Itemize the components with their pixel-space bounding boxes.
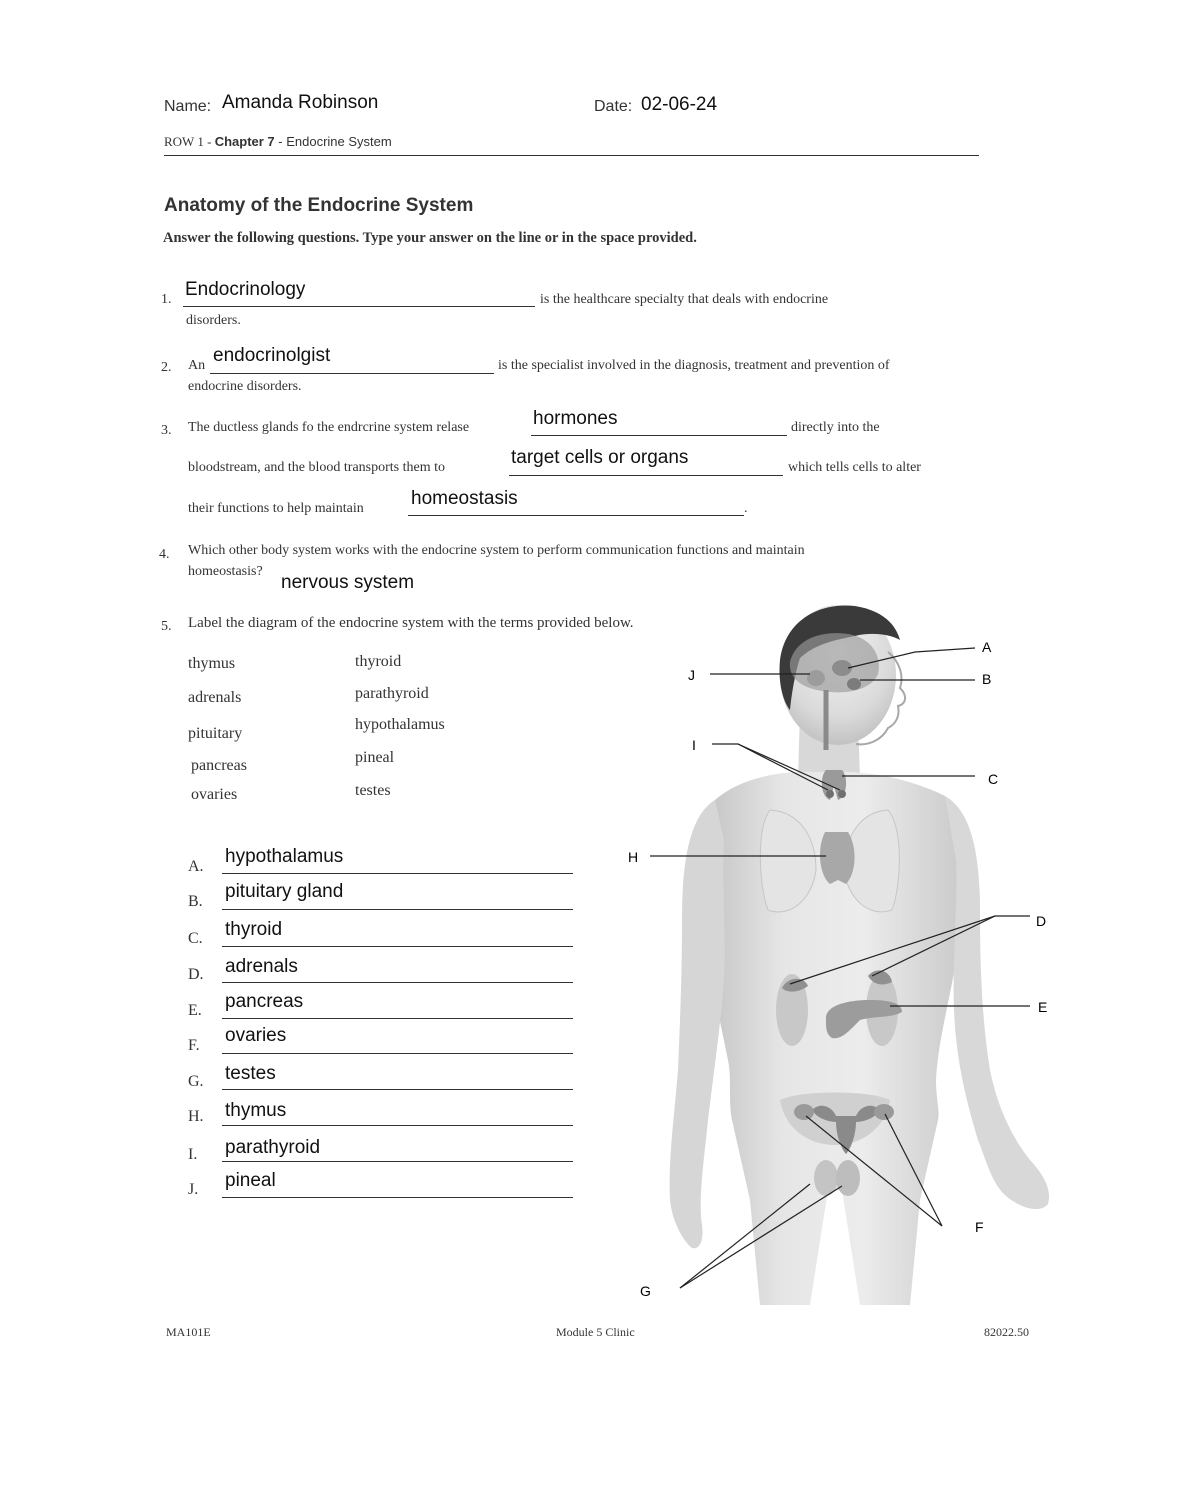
- thymus-gland: [820, 832, 855, 884]
- term-right-4: pineal: [355, 749, 395, 766]
- answer-line-h: [222, 1125, 573, 1126]
- answer-line-b: [222, 909, 573, 910]
- term-right-5: testes: [355, 782, 391, 799]
- answer-value-h[interactable]: thymus: [225, 1100, 287, 1121]
- name-value[interactable]: Amanda Robinson: [222, 92, 379, 113]
- term-right-3: hypothalamus: [355, 716, 445, 733]
- q2-answer[interactable]: endocrinolgist: [213, 345, 331, 366]
- answer-letter-c: C.: [188, 930, 203, 947]
- q1-text: is the healthcare specialty that deals with endocrine: [540, 292, 829, 307]
- diagram-label-c: C: [988, 771, 999, 787]
- footer-left: MA101E: [166, 1325, 211, 1339]
- q3-answer1[interactable]: hormones: [533, 408, 618, 429]
- q2-text-cont: endocrine disorders.: [188, 379, 302, 394]
- q4-text1: Which other body system works with the endocrine system to perform communication functions and maintain: [188, 543, 805, 558]
- answer-letter-d: D.: [188, 966, 204, 983]
- diagram-label-f: F: [975, 1219, 984, 1235]
- answer-value-g[interactable]: testes: [225, 1063, 276, 1084]
- chapter-topic: - Endocrine System: [274, 134, 392, 149]
- answer-line-e: [222, 1018, 573, 1019]
- footer-right: 82022.50: [984, 1325, 1029, 1339]
- answer-line-i: [222, 1161, 573, 1162]
- body-silhouette: [670, 605, 1049, 1305]
- chapter-number: Chapter 7: [214, 134, 275, 149]
- answer-value-c[interactable]: thyroid: [225, 919, 283, 940]
- q2-number: 2.: [161, 360, 172, 375]
- term-left-4: pancreas: [191, 757, 247, 774]
- term-left-2: adrenals: [188, 689, 242, 706]
- answer-letter-g: G.: [188, 1073, 204, 1090]
- header-divider: [164, 155, 979, 156]
- answer-value-j[interactable]: pineal: [225, 1170, 276, 1191]
- q5-text: Label the diagram of the endocrine system with the terms provided below.: [188, 615, 634, 631]
- q5-number: 5.: [161, 619, 172, 634]
- q3-text1: The ductless glands fo the endrcrine system relase: [188, 420, 470, 435]
- q3-answer2[interactable]: target cells or organs: [511, 447, 689, 468]
- answer-value-b[interactable]: pituitary gland: [225, 881, 344, 902]
- pituitary-gland: [847, 678, 861, 690]
- q3-answer1-line: [531, 435, 787, 436]
- date-label: Date:: [594, 98, 633, 115]
- q3-text5: their functions to help maintain: [188, 501, 364, 516]
- q1-text-cont: disorders.: [186, 313, 241, 328]
- q1-answer[interactable]: Endocrinology: [185, 279, 306, 300]
- name-label: Name:: [164, 98, 212, 115]
- footer-center: Module 5 Clinic: [556, 1325, 635, 1339]
- q2-text-before: An: [188, 358, 206, 373]
- diagram-label-e: E: [1038, 999, 1048, 1015]
- answer-line-g: [222, 1089, 573, 1090]
- answer-value-a[interactable]: hypothalamus: [225, 846, 344, 867]
- answer-letter-b: B.: [188, 893, 203, 910]
- q1-number: 1.: [161, 292, 172, 307]
- answer-letter-e: E.: [188, 1002, 202, 1019]
- diagram-label-j: J: [688, 667, 695, 683]
- answer-value-f[interactable]: ovaries: [225, 1025, 287, 1046]
- answer-line-c: [222, 946, 573, 947]
- endocrine-diagram: [620, 600, 1060, 1315]
- answer-line-f: [222, 1053, 573, 1054]
- q3-answer3[interactable]: homeostasis: [411, 488, 518, 509]
- pineal-gland: [807, 670, 825, 686]
- q3-answer2-line: [509, 475, 783, 476]
- term-left-3: pituitary: [188, 725, 243, 742]
- answer-line-j: [222, 1197, 573, 1198]
- q3-text3: bloodstream, and the blood transports them to: [188, 460, 446, 475]
- term-left-5: ovaries: [191, 786, 238, 803]
- q3-number: 3.: [161, 423, 172, 438]
- q4-number: 4.: [159, 547, 170, 562]
- diagram-label-a: A: [982, 639, 992, 655]
- answer-value-e[interactable]: pancreas: [225, 991, 304, 1012]
- answer-letter-i: I.: [188, 1146, 198, 1163]
- q3-text4: which tells cells to alter: [788, 460, 921, 475]
- term-left-1: thymus: [188, 655, 236, 672]
- term-right-1: thyroid: [355, 653, 402, 670]
- answer-letter-h: H.: [188, 1108, 204, 1125]
- answer-letter-a: A.: [188, 858, 204, 875]
- q4-answer[interactable]: nervous system: [281, 572, 415, 593]
- q3-text2: directly into the: [791, 420, 880, 435]
- answer-value-d[interactable]: adrenals: [225, 956, 298, 977]
- ovary-left: [794, 1104, 814, 1120]
- answer-line-d: [222, 982, 573, 983]
- q4-text2: homeostasis?: [188, 564, 263, 579]
- answer-letter-j: J.: [188, 1181, 199, 1198]
- diagram-label-g: G: [640, 1283, 651, 1299]
- date-value[interactable]: 02-06-24: [641, 94, 718, 115]
- parathyroid-left: [826, 790, 834, 798]
- answer-line-a: [222, 873, 573, 874]
- testis-right: [836, 1160, 860, 1196]
- q2-text: is the specialist involved in the diagnosis, treatment and prevention of: [498, 358, 890, 373]
- instructions: Answer the following questions. Type your answer on the line or in the space provided.: [163, 230, 697, 246]
- q2-answer-line: [210, 373, 494, 374]
- row-prefix: ROW 1 -: [164, 134, 215, 149]
- answer-value-i[interactable]: parathyroid: [225, 1137, 321, 1158]
- ovary-right: [874, 1104, 894, 1120]
- term-right-2: parathyroid: [355, 685, 429, 702]
- chapter-line: [164, 134, 392, 150]
- diagram-label-d: D: [1036, 913, 1047, 929]
- diagram-label-i: I: [692, 737, 696, 753]
- answer-letter-f: F.: [188, 1037, 200, 1054]
- diagram-label-b: B: [982, 671, 992, 687]
- q3-answer3-line: [408, 515, 744, 516]
- page-title: Anatomy of the Endocrine System: [164, 195, 474, 216]
- q3-text6: .: [744, 501, 748, 516]
- parathyroid-right: [838, 790, 846, 798]
- diagram-label-h: H: [628, 849, 639, 865]
- q1-answer-line: [183, 306, 535, 307]
